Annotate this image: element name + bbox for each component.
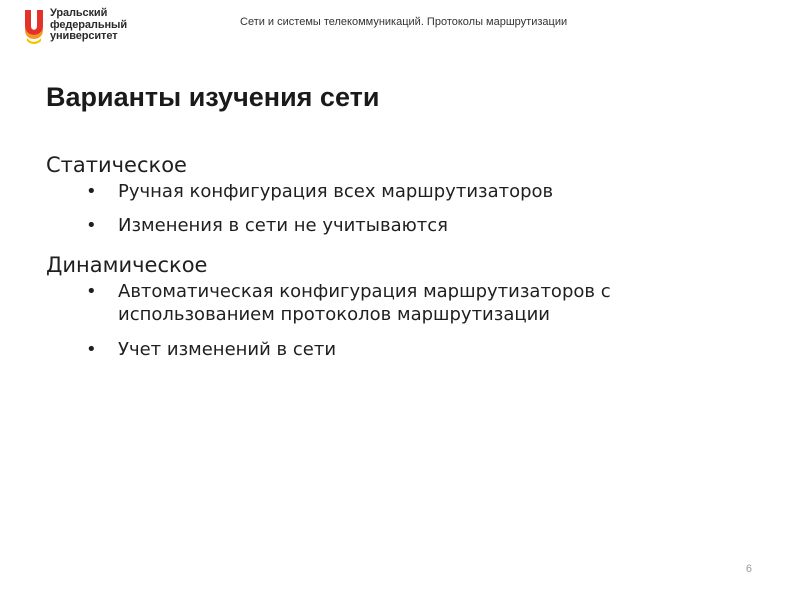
logo-line-1: Уральский [50, 7, 108, 19]
bullet-icon: • [86, 339, 97, 360]
logo-line-3: университет [50, 30, 118, 42]
bullet-list-dynamic [46, 280, 766, 361]
header-title: Сети и системы телекоммуникаций. Протоколы маршрутизации [240, 16, 568, 28]
list-item-text: Ручная конфигурация всех маршрутизаторов [118, 181, 554, 202]
bullet-icon: • [86, 181, 97, 202]
list-item-text: Учет изменений в сети [118, 339, 337, 360]
logo-wordmark [50, 8, 127, 43]
section-heading-static: Статическое [46, 153, 187, 177]
logo-line-2: федеральный [50, 18, 127, 31]
university-logo [22, 8, 132, 44]
list-item-text: Автоматическая конфигурация маршрутизаторов с использованием протоколов маршрутизации [118, 281, 611, 325]
bullet-list-static [46, 180, 766, 237]
page-number: 6 [745, 563, 752, 575]
list-item [46, 180, 766, 203]
slide-content [46, 150, 766, 361]
urfu-logo-icon [22, 8, 46, 44]
bullet-icon: • [86, 215, 97, 236]
list-item [46, 280, 766, 326]
slide-title: Варианты изучения сети [46, 82, 380, 112]
section-heading-dynamic: Динамическое [46, 253, 208, 277]
list-item [46, 338, 766, 361]
list-item-text: Изменения в сети не учитываются [118, 215, 449, 236]
list-item [46, 214, 766, 237]
bullet-icon: • [86, 281, 97, 302]
